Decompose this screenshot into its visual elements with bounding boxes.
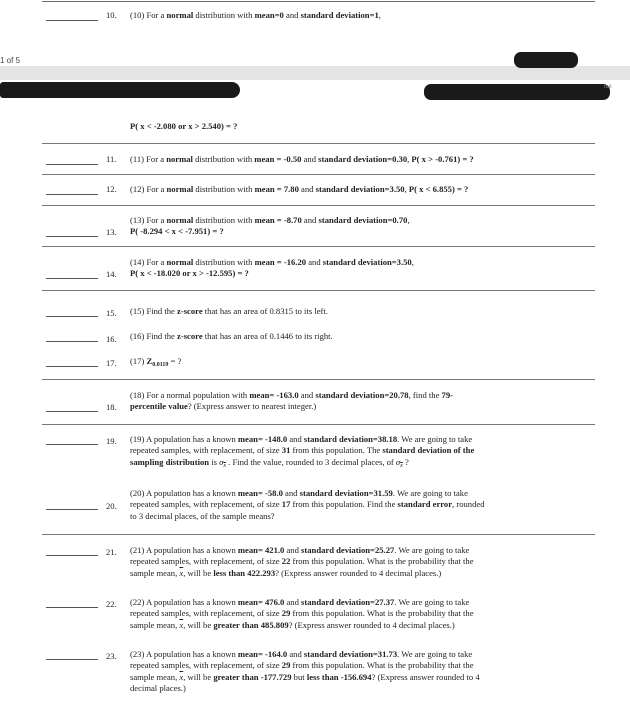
answer-blank[interactable]: [46, 164, 98, 165]
page-indicator: 1 of 5: [0, 56, 21, 65]
row-separator: [42, 534, 595, 535]
question-number: 10.: [106, 10, 117, 20]
row-separator: [42, 424, 595, 425]
row-separator: [42, 205, 595, 206]
question-text: (10) For a normal distribution with mean=0 and standard deviation=1,: [130, 10, 381, 20]
page-break-band: [0, 66, 630, 80]
header-fragment: nut: [604, 84, 612, 90]
answer-blank[interactable]: [46, 411, 98, 412]
row-separator: [42, 143, 595, 144]
row-separator: [42, 246, 595, 247]
answer-blank[interactable]: [46, 341, 98, 342]
answer-blank[interactable]: [46, 509, 98, 510]
answer-blank[interactable]: [46, 659, 98, 660]
answer-blank[interactable]: [46, 366, 98, 367]
answer-blank[interactable]: [46, 607, 98, 608]
redaction-bar: [0, 82, 240, 98]
answer-blank[interactable]: [46, 194, 98, 195]
redaction-bar: [514, 52, 578, 68]
answer-blank[interactable]: [46, 444, 98, 445]
redaction-bar: [424, 84, 610, 100]
row-separator: [42, 290, 595, 291]
answer-blank[interactable]: [46, 20, 98, 21]
answer-blank[interactable]: [46, 278, 98, 279]
top-separator: [42, 1, 595, 2]
row-separator: [42, 379, 595, 380]
answer-blank[interactable]: [46, 236, 98, 237]
answer-blank[interactable]: [46, 316, 98, 317]
row-separator: [42, 174, 595, 175]
answer-blank[interactable]: [46, 555, 98, 556]
